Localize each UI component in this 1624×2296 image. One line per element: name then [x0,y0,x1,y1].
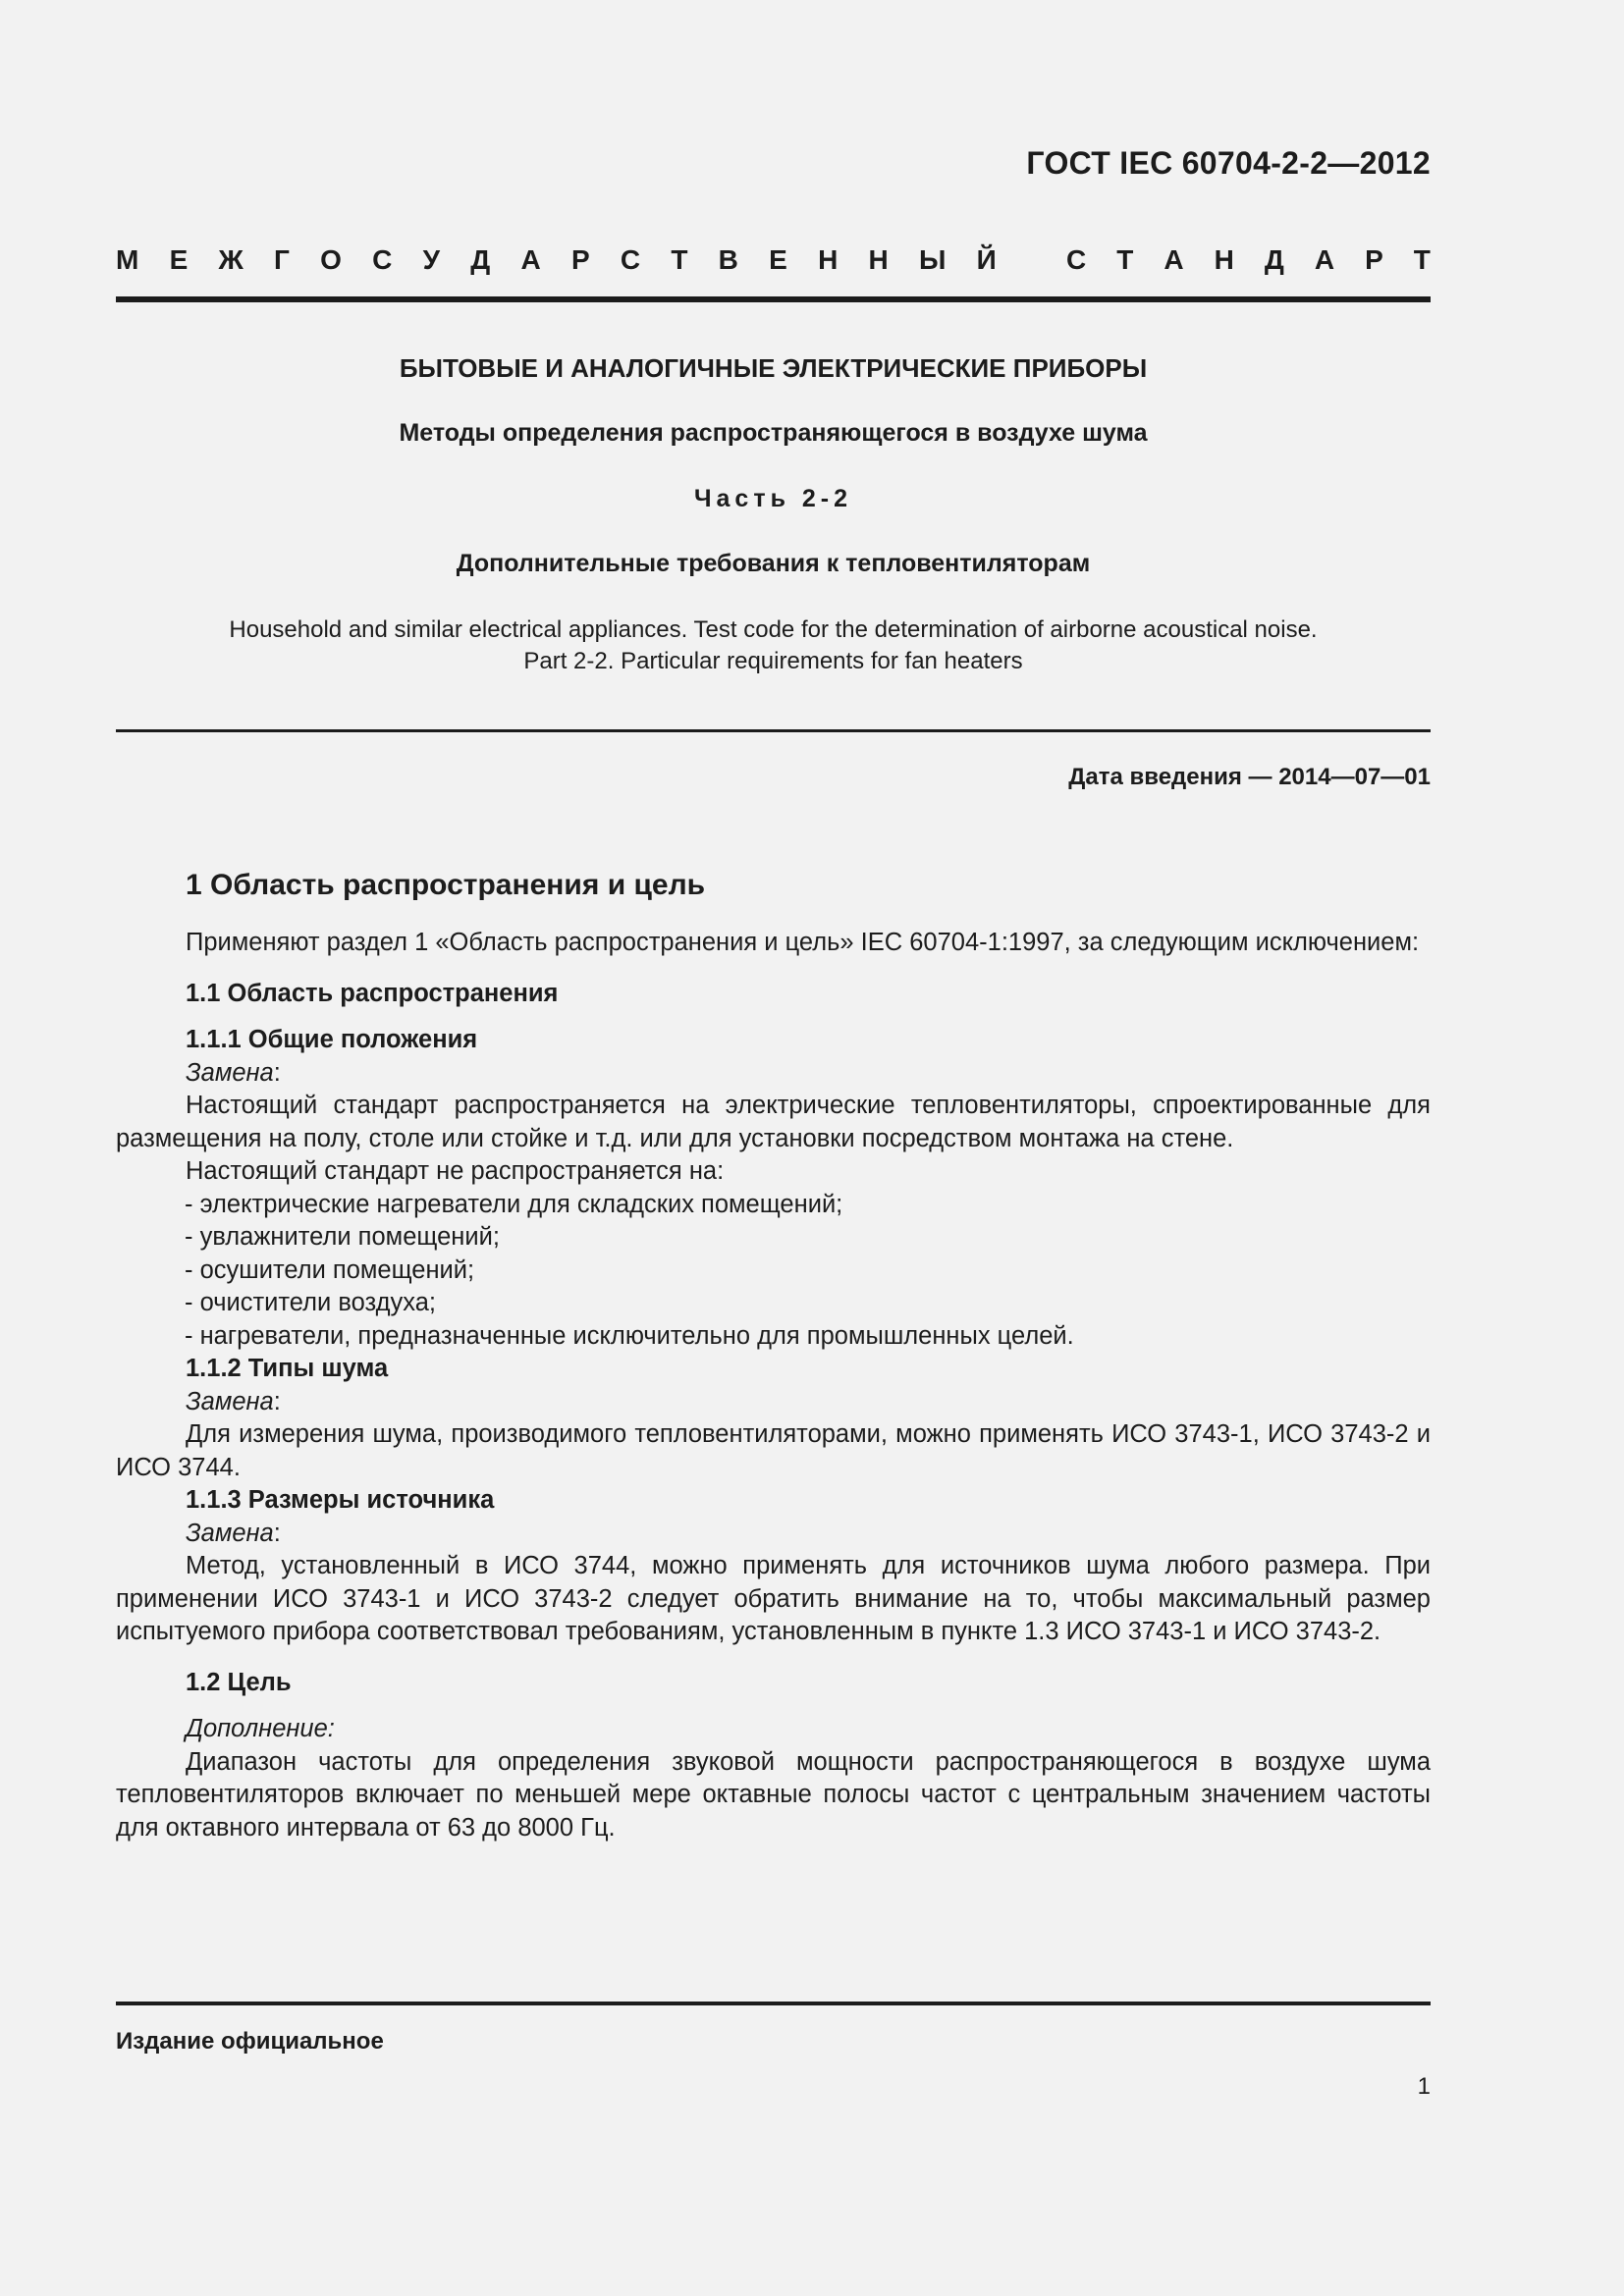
paragraph: Диапазон частоты для определения звуковой мощности распространяющегося в воздухе шума тепловентиляторов включает по меньшей мере октавные полосы частот с центральным значением частоты для октавного интервала от 63 до 8000 Гц. [116,1747,1431,1842]
banner-word-standard [1066,244,1431,276]
banner-letter: Р [570,244,590,275]
list-item: - очистители воздуха; [185,1289,436,1316]
list-item: - увлажнители помещений; [185,1223,500,1251]
section-1-1-3-heading: 1.1.3 Размеры источника [186,1486,495,1514]
banner-letter: Т [671,244,688,275]
banner-letter: М [116,244,139,275]
banner-letter: О [320,244,342,275]
document-title: БЫТОВЫЕ И АНАЛОГИЧНЫЕ ЭЛЕКТРИЧЕСКИЕ ПРИБОРЫ [399,353,1148,383]
banner-letter: А [1164,244,1184,275]
document-part-title: Дополнительные требования к тепловентиляторам [456,550,1091,577]
note-label: Замена [186,1519,274,1547]
banner-letter: С [620,244,641,275]
document-part: Часть 2-2 [693,485,853,512]
replacement-note: Замена: [186,1058,281,1087]
banner-word-interstate [116,244,997,276]
standard-banner [116,244,1431,276]
banner-letter: Е [769,244,787,275]
document-number: ГОСТ IEC 60704-2-2—2012 [1026,145,1431,181]
footer-rule [116,2002,1431,2005]
title-rule [116,729,1431,732]
banner-letter: Ы [919,244,947,275]
document-page [116,0,1431,2296]
english-title-line1: Household and similar electrical appliances. Test code for the determination of airborne acoustical noise. [229,616,1318,643]
page-number: 1 [1417,2073,1431,2100]
replacement-note: Замена: [186,1519,281,1547]
banner-letter: Н [818,244,839,275]
introduction-date: Дата введения — 2014—07—01 [1068,764,1431,790]
english-title-line2: Part 2-2. Particular requirements for fan heaters [523,648,1023,674]
document-body [116,866,1431,1844]
list-item: - электрические нагреватели для складских помещений; [185,1190,843,1218]
banner-letter: Т [1116,244,1134,275]
banner-letter: Р [1365,244,1383,275]
banner-letter: С [372,244,393,275]
paragraph: Для измерения шума, производимого тепловентиляторами, можно применять ИСО 3743-1, ИСО 3743-2 и ИСО 3744. [116,1420,1431,1481]
note-label: Замена [186,1387,274,1415]
replacement-note: Замена: [186,1387,281,1415]
banner-letter: Г [274,244,290,275]
edition-label: Издание официальное [116,2028,384,2055]
banner-letter: Е [169,244,189,275]
section-1-2-heading: 1.2 Цель [186,1668,292,1696]
note-label: Замена [186,1058,274,1087]
banner-letter: Т [1413,244,1431,275]
section-1-1-heading: 1.1 Область распространения [186,979,559,1007]
paragraph: Настоящий стандарт не распространяется на: [186,1157,725,1185]
addition-note: Дополнение: [186,1715,335,1742]
paragraph: Метод, установленный в ИСО 3744, можно применять для источников шума любого размера. При применении ИСО 3743-1 и ИСО 3743-2 следует обратить внимание на то, чтобы максимальный размер испытуемого прибора соответствовал требованиям, установленным в пункте 1.3 ИСО 3743-1 и ИСО 3743-2. [116,1552,1431,1645]
banner-letter: А [1314,244,1335,275]
document-subtitle: Методы определения распространяющегося в воздухе шума [399,419,1148,447]
list-item: - осушители помещений; [185,1255,475,1284]
banner-letter: Й [976,244,997,275]
banner-letter: А [520,244,541,275]
banner-letter: Д [1264,244,1284,275]
banner-letter: Н [868,244,889,275]
banner-letter: В [718,244,738,275]
banner-letter: Н [1214,244,1234,275]
section-1-intro: Применяют раздел 1 «Область распространения и цель» IEC 60704-1:1997, за следующим исключением: [186,929,1420,956]
section-1-1-1-heading: 1.1.1 Общие положения [186,1026,478,1053]
banner-letter: С [1066,244,1087,275]
section-1-1-2-heading: 1.1.2 Типы шума [186,1355,389,1382]
list-item: - нагреватели, предназначенные исключительно для промышленных целей. [185,1321,1074,1350]
banner-letter: Ж [218,244,244,275]
banner-letter: Д [470,244,491,275]
section-1-heading: 1 Область распространения и цель [186,869,706,901]
paragraph: Настоящий стандарт распространяется на электрические тепловентиляторы, спроектированные для размещения на полу, столе или стойке и т.д. или для установки посредством монтажа на стене. [116,1092,1431,1152]
banner-letter: У [422,244,441,275]
header-rule [116,296,1431,302]
english-title [116,614,1431,677]
